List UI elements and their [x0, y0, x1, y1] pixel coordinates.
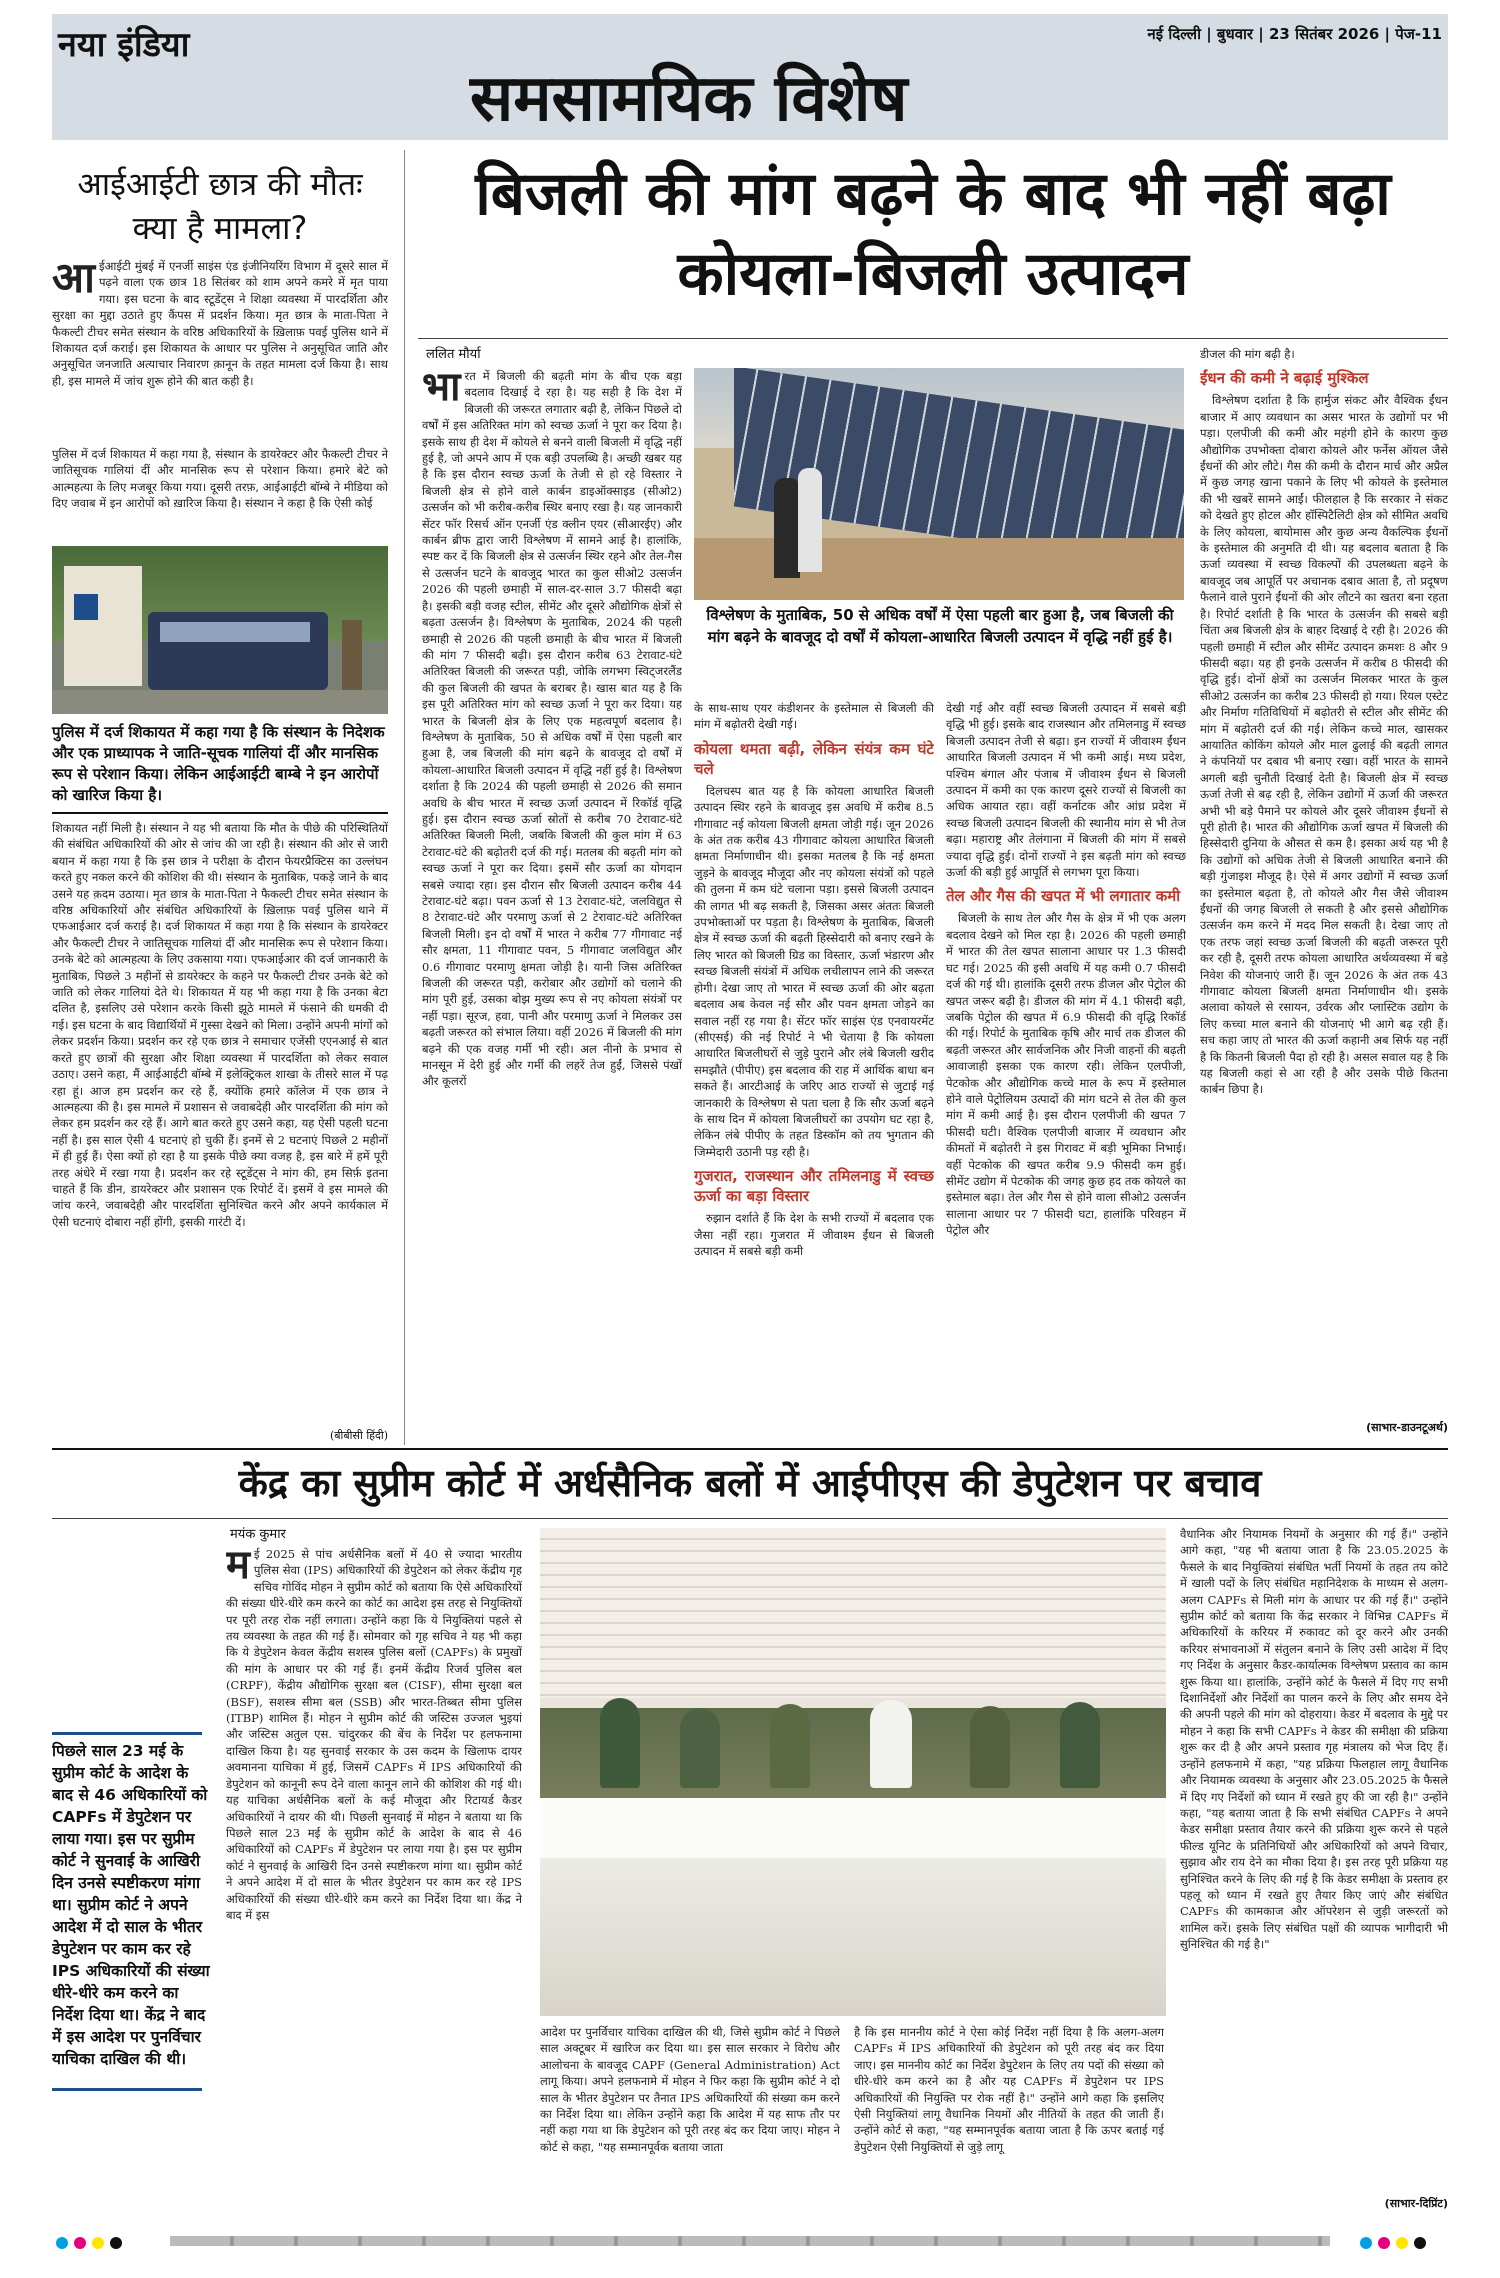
main-article-col4 [1200, 346, 1448, 1416]
subhead-oil-gas: तेल और गैस की खपत में भी लगातार कमी [946, 887, 1181, 906]
drop-cap: आ [52, 258, 95, 302]
left-article-photo [52, 546, 388, 714]
main-article-headline: बिजली की मांग बढ़ने के बाद भी नहीं बढ़ा कोयला-बिजली उत्पादन [475, 159, 1391, 309]
bottom-article-photo [540, 1528, 1166, 2016]
registration-marks-left [56, 2234, 128, 2253]
col2-para-b: दिलचस्प बात यह है कि कोयला आधारित बिजली उत्पादन स्थिर रहने के बावजूद इस अवधि में करीब 8.5 गीगावाट नई कोयला बिजली क्षमता जोड़ी गई। जून 2026 के अंत तक करीब 43 गीगावाट कोयला आधारित बिजली क्षमता निर्माणाधीन थी। इसका मतलब है कि नई क्षमता जुड़ने के बावजूद मौजूदा और नए कोयला संयंत्रों को पहले की तुलना में कम घंटे चलाना पड़ा। इससे बिजली उत्पादन की लागत भी बढ़ सकती है, जिसका असर अंततः बिजली उपभोक्ताओं पर पड़ता है। विश्लेषण के मुताबिक, बिजली क्षेत्र में स्वच्छ ऊर्जा की बढ़ती हिस्सेदारी को बनाए रखने के लिए भारत को बिजली ग्रिड का विस्तार, ऊर्जा भंडारण और स्वच्छ बिजली संयंत्रों में अधिक लचीलापन लाने की जरूरत होगी। देखा जाए तो भारत में स्वच्छ ऊर्जा की ओर बढ़ता बदलाव अब केवल नई सौर और पवन क्षमता जोड़ने का सवाल नहीं रह गया है। सेंटर फॉर साइंस एंड एनवायरमेंट (सीएसई) की नई रिपोर्ट ने भी चेताया है कि कोयला आधारित बिजलीघरों से जुड़े पुराने और लंबे बिजली खरीद समझौते (पीपीए) इस बदलाव की राह में आर्थिक बाधा बन सकते हैं। आरटीआई के जरिए आठ राज्यों से जुटाई गई जानकारी के विश्लेषण से पता चला है कि सौर ऊर्जा बढ़ने के साथ दिन में कोयला बिजलीघरों का उपयोग घट रहा है, लेकिन लंबे पीपीए के तहत डिस्कॉम को तय भुगतान की जिम्मेदारी उठानी पड़ रही है। [694, 783, 934, 1159]
bottom-article-col3: है कि इस माननीय कोर्ट ने ऐसा कोई निर्देश नहीं दिया है कि अलग-अलग CAPFs में IPS अधिकारियों की डेपुटेशन को पूरी तरह बंद कर दिया जाए। इस माननीय कोर्ट का निर्देश डेपुटेशन के लिए तय पदों की संख्या को धीरे-धीरे कम करने का है और यह CAPFs में डेपुटेशन पर IPS अधिकारियों की नियुक्ति पर रोक नहीं है।" उन्होंने आगे कहा कि इसलिए ऐसी नियुक्तियां लागू वैधानिक नियमों और नीतियों के तहत की जाती हैं। उन्होंने कोर्ट से कहा, "यह सम्मानपूर्वक बताया जाता है कि ऊपर बताई गई डेपुटेशन ऐसी नियुक्तियों से जुड़े लागू [854, 2025, 1164, 2154]
intro-text: ईआईटी मुंबई में एनर्जी साइंस एंड इंजीनियरिंग विभाग में दूसरे साल में पढ़ने वाला एक छात्र 18 सितंबर को शाम अपने कमरे में मृत पाया गया। इस घटना के बाद स्टूडेंट्स ने शिक्षा व्यवस्था में पारदर्शिता और सुरक्षा का मुद्दा उठाते हुए कैंपस में प्रदर्शन किया। मृत छात्र के माता-पिता ने फैकल्टी टीचर समेत संस्थान के वरिष्ठ अधिकारियों के ख़िलाफ़ पवई पुलिस थाने में शिकायत दर्ज कराई। इस शिकायत के आधार पर पुलिस ने अनुसूचित जाति और अनुसूचित जनजाति अत्याचार निवारण क़ानून के तहत मामला दर्ज किया है। साथ ही, इस मामले में जांच शुरू होने की बात कही है। [52, 259, 388, 388]
drop-cap: म [226, 1546, 250, 1588]
subhead-coal: कोयला थमता बढ़ी, लेकिन संयंत्र कम घंटे चले [694, 739, 934, 778]
col3-para-b: बिजली के साथ तेल और गैस के क्षेत्र में भी एक अलग बदलाव देखने को मिल रहा है। 2026 की पहली छमाही में भारत की तेल खपत सालाना आधार पर 1.3 फीसदी घट गई। 2025 की इसी अवधि में यह कमी 0.7 फीसदी दर्ज की गई थी। हालांकि दूसरी तरफ डीजल और पेट्रोल की खपत जरूर बढ़ी है। डीजल की मांग में 4.1 फीसदी बढ़ी, जबकि पेट्रोल की खपत में 6.9 फीसदी की वृद्धि रिकॉर्ड की गई। रिपोर्ट के मुताबिक कृषि और मार्च तक डीजल की बढ़ती जरूरत और सार्वजनिक और निजी वाहनों की बढ़ती आवाजाही इसका एक कारण रही। लेकिन एलपीजी, पेटकोक और औद्योगिक कच्चे माल के रूप में इस्तेमाल होने वाले पेट्रोलियम उत्पादों की मांग घटने से तेल की कुल मांग में कमी आई है। इस दौरान एलपीजी की खपत 7 फीसदी घटी। वैश्विक एलपीजी बाजार में व्यवधान और कीमतों में बढ़ोतरी ने इस गिरावट में बड़ी भूमिका निभाई। वहीं पेटकोक की खपत करीब 9.9 फीसदी कम हुई। सीमेंट उद्योग में पेटकोक की जगह कुछ हद तक कोयले का इस्तेमाल बढ़ा। तेल और गैस से होने वाला सीओ2 उत्सर्जन सालाना आधार पर 7 फीसदी घटा, हालांकि परिवहन में पेट्रोल और [946, 911, 1186, 1238]
main-article-col2 [694, 700, 934, 1436]
col2-para-c: रुझान दर्शाते हैं कि देश के सभी राज्यों में बदलाव एक जैसा नहीं रहा। गुजरात में जीवाश्म ईंधन से बिजली उत्पादन में सबसे बड़ी कमी [694, 1211, 934, 1258]
main-article-col1 [422, 368, 682, 1438]
bottom-article-col4: वैधानिक और नियामक नियमों के अनुसार की गई हैं।" उन्होंने आगे कहा, "यह भी बताया जाता है कि 23.05.2025 के फैसले के बाद नियुक्तियां संबंधित भर्ती नियमों के तहत तय कोटे में खाली पदों के लिए संबंधित महानिदेशक के माध्यम से अलग-अलग CAPFs से मिली मांग के आधार पर की गई हैं।" उन्होंने सुप्रीम कोर्ट को बताया कि केंद्र सरकार ने विभिन्न CAPFs में अधिकारियों के करियर में रुकावट को दूर करने और उनकी करियर संभावनाओं में संतुलन बनाने के लिए उसी आदेश में दिए गए निर्देश के अनुसार कैडर-कार्यात्मक विश्लेषण प्रस्ताव का काम शुरू किया था। हालांकि, उन्होंने कोर्ट के फैसले में दिए गए सभी दिशानिर्देशों और निर्देशों का पालन करने के लिए और समय देने की अपनी पहले की मांग को दोहराया। केडर में बदलाव के मुद्दे पर मोहन ने कहा कि सभी CAPFs ने केडर की समीक्षा की प्रक्रिया शुरू कर दी है और अपने प्रस्ताव गृह मंत्रालय को भेज दिए हैं। उन्होंने हलफनामे में कहा, "यह प्रक्रिया फिलहाल लागू वैधानिक और नियामक व्यवस्था के अनुसार और 23.05.2025 के फैसले में दिए गए निर्देशों को ध्यान में रखते हुए की जा रही है।" उन्होंने कहा, "यह बताया जाता है कि सभी संबंधित CAPFs ने अपने केडर समीक्षा प्रस्ताव तैयार करने की प्रक्रिया शुरू करने से पहले फील्ड यूनिट के प्रतिनिधियों और अधिकारियों को अपने विचार, सुझाव और राय देने का मौका दिया है। इस तरह पूरी प्रक्रिया यह सुनिश्चित करने के लिए की गई है कि केडर समीक्षा के प्रस्ताव हर पहलू को ध्यान में रखते हुए तैयार किए जाएं और संबंधित CAPFs की कामकाज और ऑपरेशन से जुड़ी जरूरतों को शामिल करें। इसके लिए संबंधित पक्षों की व्यापक भागीदारी भी सुनिश्चित की गई है।" [1180, 1527, 1448, 1952]
main-article-col3 [946, 700, 1186, 1436]
subhead-fuel-shortage: ईंधन की कमी ने बढ़ाई मुश्किल [1200, 369, 1369, 388]
masthead-logo: नया इंडिया [58, 25, 190, 65]
dateline: नई दिल्ली | बुधवार | 23 सितंबर 2026 | पेज-11 [1147, 25, 1442, 43]
bottom-article-headline: केंद्र का सुप्रीम कोर्ट में अर्धसैनिक बलों में आईपीएस की डेपुटेशन पर बचाव [238, 1461, 1262, 1505]
subhead-states: गुजरात, राजस्थान और तमिलनाडु में स्वच्छ ऊर्जा का बड़ा विस्तार [694, 1167, 934, 1206]
bottom-article-pullquote: पिछले साल 23 मई के सुप्रीम कोर्ट के आदेश के बाद से 46 अधिकारियों को CAPFs में डेपुटेशन पर लाया गया। इस पर सुप्रीम कोर्ट ने सुनवाई के आखिरी दिन उनसे स्पष्टीकरण मांगा था। सुप्रीम कोर्ट ने अपने आदेश में दो साल के भीतर डेपुटेशन पर काम कर रहे IPS अधिकारियों की संख्या धीरे-धीरे कम करने का निर्देश दिया था। केंद्र ने बाद में इस आदेश पर पुनर्विचार याचिका दाखिल की थी। [52, 1742, 210, 2068]
bottom-article-col2: आदेश पर पुनर्विचार याचिका दाखिल की थी, जिसे सुप्रीम कोर्ट ने पिछले साल अक्टूबर में खारिज कर दिया था। इस साल सरकार ने विरोध और आलोचना के बावजूद CAPF (General Administration) Act लागू किया। अपने हलफनामे में मोहन ने फिर कहा कि सुप्रीम कोर्ट ने दो साल के भीतर डेपुटेशन पर तैनात IPS अधिकारियों की संख्या कम करने का निर्देश दिया था। लेकिन उन्होंने कहा कि आदेश में यह साफ तौर पर नहीं कहा गया था कि डेपुटेशन को पूरी तरह बंद कर दिया जाए। मोहन ने कोर्ट से कहा, "यह सम्मानपूर्वक बताया जाता [540, 2025, 840, 2154]
drop-cap: भा [422, 368, 461, 410]
main-article-photo-caption: विश्लेषण के मुताबिक, 50 से अधिक वर्षों में ऐसा पहली बार हुआ है, जब बिजली की मांग बढ़ने के बावजूद दो वर्षों में कोयला-आधारित बिजली उत्पादन में वृद्धि नहीं हुई है। [706, 606, 1174, 646]
registration-marks-right [1360, 2234, 1432, 2253]
col4-para-a: डीजल की मांग बढ़ी है। [1200, 347, 1295, 361]
left-article-body: शिकायत नहीं मिली है। संस्थान ने यह भी बताया कि मौत के पीछे की परिस्थितियों की संबंधित अधिकारियों की ओर से जांच की जा रही है। संस्थान की ओर से जारी बयान में कहा गया है कि इस छात्र ने परीक्षा के दौरान फेयरप्रैक्टिस का उल्लंघन करते हुए नकल करने की कोशिश की थी। संस्थान के मुताबिक, पकड़े जाने के बाद उसने यह क़दम उठाया। मृत छात्र के माता-पिता ने फैकल्टी टीचर समेत संस्थान के वरिष्ठ अधिकारियों और संबंधित अधिकारियों के ख़िलाफ़ पवई पुलिस थाने में एफआईआर दर्ज कराई है। दर्ज शिकायत में कहा गया है कि संस्थान के डायरेक्टर और फैकल्टी टीचर ने जातिसूचक गालियां दीं और मानसिक रूप से परेशान किया। उनके बेटे को आत्महत्या के लिए उकसाया गया। एफआईआर की दर्ज जानकारी के मुताबिक, पिछले 3 महीनों से डायरेक्टर के कहने पर फैकल्टी टीचर उनके बेटे को जाति को लेकर गालियां देते थे। शिकायत में यह भी कहा गया है कि उनका बेटा दलित है, इसलिए उसे परेशान करके किसी झूठे मामले में फंसाने की धमकी दी गई। इस घटना के बाद विद्यार्थियों में गुस्सा देखने को मिला। उन्होंने अपनी मांगों को लेकर प्रदर्शन किया। प्रदर्शन कर रहे एक छात्र ने समाचार एजेंसी एएनआई से बात करते हुए छात्रों की सुरक्षा और शिक्षा व्यवस्था में पारदर्शिता को लेकर सवाल उठाए। उसने कहा, मैं आईआईटी बॉम्बे में इलेक्ट्रिकल शाखा के तीसरे साल में पढ़ रहा हूं। आज हम प्रदर्शन कर रहे हैं, क्योंकि हमारे कॉलेज में एक छात्र ने आत्महत्या की है। इस मामले में प्रशासन से जवाबदेही और पारदर्शिता की मांग को लेकर हम प्रदर्शन कर रहे हैं। आगे बात करते हुए उसने कहा, यह ऐसी पहली घटना नहीं है। इस साल ऐसी 4 घटनाएं हो चुकी हैं। इनमें से 2 घटनाएं पिछले 2 महीनों में ही हुई हैं। ऐसा क्यों हो रहा है या इसके पीछे क्या वजह है, इस बारे में हमें पूरी तरह अंधेरे में रखा गया है। प्रदर्शन कर रहे स्टूडेंट्स ने मांग की, हम सिर्फ़ इतना चाहते हैं कि डीन, डायरेक्टर और प्रशासन एक रिपोर्ट दें। इसमें वे इस मामले की जांच करने, जवाबदेही और पारदर्शिता सुनिश्चित करने और अपने कार्यकाल में ऐसी घटनाएं दोबारा नहीं होंगी, इसकी गारंटी दें। [52, 821, 388, 1229]
left-article-headline: आईआईटी छात्र की मौतः क्या है मामला? [77, 165, 363, 247]
section-title: समसामयिक विशेष [470, 62, 908, 136]
bottom-article-col1 [226, 1546, 522, 2201]
main-article-photo [694, 368, 1184, 600]
main-article-credit: (साभार-डाउनटूअर्थ) [1366, 1421, 1448, 1434]
bottom-article-credit: (साभार-दिप्रिंट) [1384, 2197, 1448, 2210]
bottom-col1-text: ई 2025 से पांच अर्धसैनिक बलों में 40 से ज्यादा भारतीय पुलिस सेवा (IPS) अधिकारियों की डेपुटेशन को लेकर केंद्रीय गृह सचिव गोविंद मोहन ने सुप्रीम कोर्ट को बताया कि ऐसे अधिकारियों की संख्या धीरे-धीरे कम करने का कोर्ट का आदेश इस तरह से नियुक्तियों पर पूरी तरह रोक नहीं लगाता। उन्होंने कहा कि ये नियुक्तियां पहले से तय व्यवस्था के तहत की गई हैं। सोमवार को गृह सचिव ने यह भी कहा कि ये डेपुटेशन केवल केंद्रीय सशस्त्र पुलिस बलों (CAPFs) के प्रमुखों की मांग के आधार पर की गई हैं। इनमें केंद्रीय रिजर्व पुलिस बल (CRPF), केंद्रीय औद्योगिक सुरक्षा बल (CISF), सीमा सुरक्षा बल (BSF), सशस्त्र सीमा बल (SSB) और भारत-तिब्बत सीमा पुलिस (ITBP) शामिल हैं। मोहन ने सुप्रीम कोर्ट की जस्टिस उज्जल भुइयां और जस्टिस अतुल एस. चांदुरकर की बेंच के निर्देश पर हलफनामा दाखिल किया है। यह सुनवाई सरकार के उस कदम के खिलाफ दायर अवमानना याचिका में हुई, जिसमें CAPFs में IPS अधिकारियों की डेपुटेशन को कानूनी रूप देने वाला कानून लाने की कोशिश की गई थी। यह याचिका अर्धसैनिक बलों के कई मौजूदा और रिटायर्ड कैडर अधिकारियों ने दायर की थी। पिछली सुनवाई में मोहन ने बताया था कि पिछले साल 23 मई के सुप्रीम कोर्ट के आदेश के बाद से 46 अधिकारियों को CAPFs में डेपुटेशन पर लाया गया है। इस पर सुप्रीम कोर्ट ने सुनवाई के आखिरी दिन उनसे स्पष्टीकरण मांगा था। सुप्रीम कोर्ट ने अपने आदेश में दो साल के भीतर डेपुटेशन पर काम कर रहे IPS अधिकारियों की संख्या धीरे-धीरे कम करने का निर्देश दिया था। केंद्र ने बाद में इस [226, 1547, 522, 1922]
left-article-para2: पुलिस में दर्ज शिकायत में कहा गया है, संस्थान के डायरेक्टर और फैकल्टी टीचर ने जातिसूचक गालियां दीं और मानसिक रूप से परेशान किया। हमारे बेटे को आत्महत्या के लिए मजबूर किया गया। दूसरी तरफ़, आईआईटी बॉम्बे ने मीडिया को दिए जवाब में इन आरोपों को ख़ारिज किया है। संस्थान ने कहा है कि ऐसी कोई [52, 447, 388, 511]
col2-para-a: के साथ-साथ एयर कंडीशनर के इस्तेमाल से बिजली की मांग में बढ़ोतरी देखी गई। [694, 701, 934, 732]
left-article-intro [52, 258, 388, 440]
col1-text: रत में बिजली की बढ़ती मांग के बीच एक बड़ा बदलाव दिखाई दे रहा है। यह सही है कि देश में बिजली की जरूरत लगातार बढ़ी है, लेकिन पिछले दो वर्षों में इस अतिरिक्त मांग को स्वच्छ ऊर्जा ने पूरा कर दिया है। इसके साथ ही देश में कोयले से बनने वाली बिजली में वृद्धि नहीं हुई है, जो अपने आप में एक बड़ी उपलब्धि है। अच्छी खबर यह है कि इस दौरान स्वच्छ ऊर्जा के तेजी से हो रहे विस्तार ने बिजली क्षेत्र से होने वाले कार्बन डाइऑक्साइड (सीओ2) उत्सर्जन को भी करीब-करीब स्थिर बनाए रखा है। यह जानकारी सेंटर फॉर रिसर्च ऑन एनर्जी एंड क्लीन एयर (सीआरईए) और कार्बन ब्रीफ द्वारा जारी विश्लेषण में सामने आई है। हालांकि, स्पष्ट कर दें कि बिजली क्षेत्र से उत्सर्जन स्थिर रहने और तेल-गैस से उत्सर्जन घटने के बावजूद भारत का कुल सीओ2 उत्सर्जन 2026 की पहली छमाही में साल-दर-साल 3.7 फीसदी बढ़ा है। इसकी बड़ी वजह स्टील, सीमेंट और दूसरे औद्योगिक क्षेत्रों से बढ़ता उत्सर्जन है। विश्लेषण के मुताबिक, 2024 की पहली छमाही से 2026 की पहली छमाही के बीच भारत में बिजली की मांग 7 फीसदी बढ़ी। इस दौरान करीब 63 टेरावाट-घंटे अतिरिक्त बिजली की जरूरत पड़ी, जोकि लगभग स्विट्जरलैंड की कुल बिजली की खपत के बराबर है। खास बात यह है कि इस पूरी अतिरिक्त मांग को स्वच्छ ऊर्जा ने पूरा कर दिया। यह भारत के बिजली क्षेत्र के लिए एक महत्वपूर्ण बदलाव है। विश्लेषण के मुताबिक, 50 से अधिक वर्षों में ऐसा पहली बार हुआ है, जब बिजली की मांग बढ़ने के बावजूद दो वर्षों में कोयला-आधारित बिजली उत्पादन में वृद्धि नहीं हुई है। विश्लेषण दर्शाता है कि 2024 की पहली छमाही से 2026 की समान अवधि के बीच भारत में स्वच्छ ऊर्जा उत्पादन में रिकॉर्ड वृद्धि हुई। इस दौरान स्वच्छ ऊर्जा स्रोतों से करीब 70 टेरावाट-घंटे अतिरिक्त बिजली मिली, जबकि बिजली की कुल मांग में 63 टेरावाट-घंटे की बढ़ोतरी दर्ज की गई। मतलब की बढ़ती मांग को स्वच्छ ऊर्जा ने पूरा कर दिया। इसमें सौर ऊर्जा का योगदान सबसे ज्यादा रहा। इस दौरान सौर बिजली उत्पादन करीब 44 टेरावाट-घंटे बढ़ा। पवन ऊर्जा से 13 टेरावाट-घंटे, जलविद्युत से 8 टेरावाट-घंटे और परमाणु ऊर्जा से 2 टेरावाट-घंटे अतिरिक्त बिजली मिली। इन दो वर्षों में भारत ने करीब 77 गीगावाट नई सौर क्षमता, 11 गीगावाट पवन, 5 गीगावाट जलविद्युत और 0.6 गीगावाट परमाणु क्षमता जोड़ी है। यानी जिस अतिरिक्त बिजली की जरूरत पड़ी, करोबार और उद्योगों को चलाने की मांग पूरी हुई, उसका बोझ मुख्य रूप से नए कोयला संयंत्रों पर नहीं पड़ा। सूरज, हवा, पानी और परमाणु ऊर्जा ने मिलकर उस बढ़ती जरूरत को संभाल लिया। वहीं 2026 में बिजली की मांग बढ़ने की एक वजह गर्मी भी रही। अल नीनो के प्रभाव से मानसून में देरी हुई और गर्मी की लहरें तेज हुईं, जिससे पंखों और कूलरों [422, 369, 682, 1089]
left-article-credit: (बीबीसी हिंदी) [329, 1429, 388, 1442]
left-article-photo-caption: पुलिस में दर्ज शिकायत में कहा गया है कि संस्थान के निदेशक और एक प्राध्यापक ने जाति-सूचक गालियां दीं और मानसिक रूप से परेशान किया। लेकिन आईआईटी बाम्बे ने इन आरोपों को खारिज किया है। [52, 723, 385, 804]
col3-para-a: देखी गई और वहीं स्वच्छ बिजली उत्पादन में सबसे बड़ी वृद्धि भी हुई। इसके बाद राजस्थान और तमिलनाडु में स्वच्छ बिजली उत्पादन तेजी से बढ़ा। इन राज्यों में जीवाश्म ईंधन आधारित बिजली उत्पादन में भी कमी आई। मध्य प्रदेश, पश्चिम बंगाल और पंजाब में जीवाश्म ईंधन से बिजली उत्पादन में कमी का एक कारण दूसरे राज्यों से बिजली का अधिक आयात रहा। वहीं कर्नाटक और आंध्र प्रदेश में स्वच्छ बिजली उत्पादन बिजली की स्थानीय मांग से भी तेज बढ़ा। महाराष्ट्र और तेलंगाना में बिजली की मांग में सबसे ज्यादा वृद्धि हुई। दोनों राज्यों ने इस बढ़ती मांग को स्वच्छ ऊर्जा की बड़ी हुई आपूर्ति से लगभग पूरा किया। [946, 701, 1186, 880]
footer-bar [170, 2236, 1330, 2246]
bottom-article-byline: मयंक कुमार [230, 1527, 286, 1542]
col4-para-b: विश्लेषण दर्शाता है कि हार्मुज संकट और वैश्विक ईंधन बाजार में आए व्यवधान का असर भारत के उद्योगों पर भी पड़ा। एलपीजी की कमी और महंगी होने के कारण कुछ औद्योगिक उपभोक्ता दोबारा कोयले और फर्नेस ऑयल जैसे ईंधनों की ओर लौटे। गैस की कमी के दौरान मार्च और अप्रैल में कुछ जगह खाना पकाने के लिए भी कोयले के इस्तेमाल की भी खबरें सामने आईं। फीलहाल है कि सरकार ने संकट को देखते हुए होटल और हॉस्पिटैलिटी क्षेत्र को सीमित अवधि के लिए कोयला, बायोमास और कुछ अन्य वैकल्पिक ईंधनों के इस्तेमाल की अनुमति दी थी। यह बदलाव बताता है कि ऊर्जा व्यवस्था में स्वच्छ विकल्पों की उपलब्धता बढ़ने के बावजूद जब आपूर्ति पर अचानक दबाव आता है, तो प्रदूषण फैलाने वाले पुराने ईंधनों की ओर लौटने का खतरा बना रहता है। रिपोर्ट दर्शाती है कि भारत के उत्सर्जन की सबसे बड़ी चिंता अब बिजली क्षेत्र के बाहर दिखाई दे रही है। 2026 की पहली छमाही में स्टील और सीमेंट उत्पादन क्रमशः 8 और 9 फीसदी बढ़ा। यह ही इनके उत्सर्जन में करीब 8 फीसदी की वृद्धि हुई। दोनों क्षेत्रों का उत्सर्जन मिलकर भारत के कुल सीओ2 उत्सर्जन का करीब 23 फीसदी हो गया। रियल एस्टेट और निर्माण गतिविधियों में बढ़ोतरी से स्टील और सीमेंट की मांग में बढ़ोतरी दर्ज की गई। लेकिन कच्चे माल, खासकर आयातित कोकिंग कोयले और माल ढुलाई की बढ़ती लागत ने कंपनियों पर दबाव भी बनाए रखा। वहीं भारत के सामने अगली बड़ी चुनौती दिखाई देती है। बिजली क्षेत्र में स्वच्छ ऊर्जा तेजी से बढ़ रही है, लेकिन उद्योगों में ऊर्जा की जरूरत अभी भी बड़े पैमाने पर कोयले और दूसरे जीवाश्म ईंधनों से पूरी होती है। भारत की औद्योगिक ऊर्जा खपत में बिजली की हिस्सेदारी दुनिया के औसत से कम है। इसका अर्थ यह भी है कि उद्योगों को अधिक तेजी से बिजली आधारित बनाने की बड़ी गुंजाइश मौजूद है। ऐसे में अगर उद्योगों में स्वच्छ ऊर्जा का इस्तेमाल बढ़ता है, तो कोयले और गैस जैसे जीवाश्म ईंधनों की जगह बिजली ले सकती है और इससे औद्योगिक उत्सर्जन कम करने में मदद मिल सकती है। देखा जाए तो एक तरफ जहां स्वच्छ ऊर्जा बिजली की बढ़ती जरूरत पूरी कर रही है, दूसरी तरफ कोयला आधारित अर्थव्यवस्था में बड़े निवेश की योजनाएं जारी हैं। जून 2026 के अंत तक 43 गीगावाट कोयला बिजली क्षमता निर्माणाधीन थी। इसके अलावा कोयले से रसायन, उर्वरक और प्लास्टिक उद्योग के लिए कच्चा माल बनाने की योजनाएं भी आगे बढ़ रही हैं। सच कहा जाए तो भारत की ऊर्जा कहानी अब सिर्फ यह नहीं है कि कितनी बिजली पैदा हो रही है। असल सवाल यह है कि यह बिजली कहां से आ रही है और उसके पीछे कितना कार्बन छिपा है। [1200, 393, 1448, 1097]
main-article-byline: ललित मौर्या [426, 347, 481, 362]
